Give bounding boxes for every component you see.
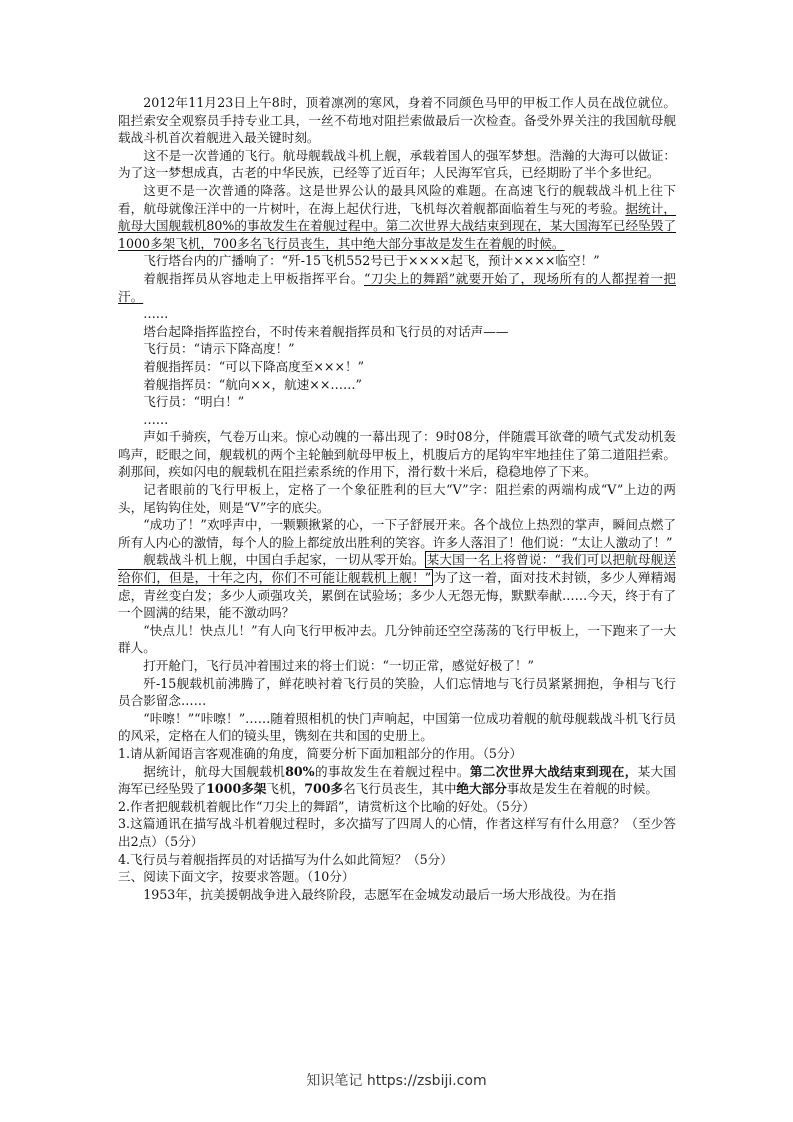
paragraph-3 <box>118 182 676 252</box>
excerpt-text: 的事故发生在着舰过程中。 <box>314 763 470 779</box>
dialogue-line-2: 着舰指挥员：“可以下降高度至×××！” <box>143 358 365 374</box>
paragraph-from-zero <box>118 551 676 621</box>
question-3: 3.这篇通讯在描写战斗机着舰过程时，多次描写了四周人的心情，作者这样写有什么用意？（至少答出2点）（5分） <box>118 816 676 849</box>
from-zero-rest: 为了这一着，面对技术封锁，多少人殚精竭虑，青丝变白发；多少人顽强攻关，累倒在试验场；多少人无怨无悔，默默奉献……今天，终于有了一个圆满的结果，能不激动吗？ <box>118 570 676 621</box>
dialogue-line-3: 着舰指挥员：“航向××，航速××……” <box>143 376 362 392</box>
ellipsis-2: …… <box>143 411 169 427</box>
excerpt-text: 事故是发生在着舰的时候。 <box>506 781 658 797</box>
from-zero-text: 舰载战斗机上舰，中国白手起家，一切从零开始。 <box>143 552 425 568</box>
underlined-statistics: 据统计，航母大国舰载机80%的事故发生在着舰过程中。第二次世界大战结束到现在，某大国海军已经坠毁了1000多架飞机，700多名飞行员丧生，其中绝大部分事故是发生在着舰的时候。 <box>118 200 677 251</box>
paragraph-hatch: 打开舱门，飞行员冲着围过来的将士们说：“一切正常，感觉好极了！” <box>143 658 534 673</box>
paragraph-landing: 声如千骑疾，气卷万山来。惊心动魄的一幕出现了：9时08分，伴随震耳欲聋的喷气式发动机轰鸣声，眨眼之间，舰载机的两个主轮触到航母甲板上，机腹后方的尾钩牢牢地挂住了第二道阻拦索。刹那间，疾如闪电的舰载机在阻拦索系统的作用下，滑行数十米后，稳稳地停了下来。 <box>118 429 676 480</box>
watermark-footer: 知识笔记 https://zsbiji.com <box>306 1073 487 1089</box>
paragraph-commander <box>118 270 676 305</box>
dialogue-line-4: 飞行员：“明白！” <box>143 394 245 410</box>
paragraph-camera: “咔嚓！”“咔嚓！”……随着照相机的快门声响起，中国第一位成功着舰的航母舰载战斗机飞行员的风采，定格在人们的镜头里，镌刻在共和国的史册上。 <box>118 710 676 744</box>
section-3-paragraph: 1953年，抗美援朝战争进入最终阶段，志愿军在金城发动最后一场大形战役。为在指 <box>143 886 617 902</box>
excerpt-bold: 80% <box>285 763 315 779</box>
paragraph-2: 这不是一次普通的飞行。航母舰载战斗机上舰，承载着国人的强军梦想。浩瀚的大海可以做证：为了这一梦想成真，古老的中华民族，已经等了近百年；人民海军官兵，已经期盼了半个多世纪。 <box>118 147 676 181</box>
paragraph-success: “成功了！”欢呼声中，一颗颗揪紧的心，一下子舒展开来。各个战位上热烈的掌声，瞬间点燃了所有人内心的激情，每个人的脸上都绽放出胜利的笑容。许多人落泪了！他们说：“太让人激动了！” <box>118 517 676 550</box>
excerpt-bold: 700多 <box>304 781 344 797</box>
paragraph-tower: 塔台起降指挥监控台，不时传来着舰指挥员和飞行员的对话声—— <box>143 323 509 339</box>
section-3-heading: 三、阅读下面文字，按要求答题。（10分） <box>118 869 355 885</box>
question-2: 2.作者把舰载机着舰比作“刀尖上的舞蹈”，请赏析这个比喻的好处。（5分） <box>118 798 536 814</box>
excerpt-text: 飞机， <box>266 781 305 797</box>
paragraph-3-text: 这更不是一次普通的降落。这是世界公认的最具风险的难题。在高速飞行的舰载战斗机上往下看，航母就像汪洋中的一片树叶，在海上起伏行进，飞机每次着舰都面临着生与死的考验。 <box>118 182 676 216</box>
ellipsis-1: …… <box>143 306 169 322</box>
document-body <box>118 94 676 903</box>
paragraph-v-shape: 记者眼前的飞行甲板上，定格了一个象征胜利的巨大“V”字：阻拦索的两端构成“V”上边的两头，尾钩钩住处，则是“V”字的底尖。 <box>118 482 676 515</box>
commander-text: 着舰指挥员从容地走上甲板指挥平台。 <box>143 270 364 286</box>
question-1-excerpt <box>118 763 676 798</box>
excerpt-text: 名飞行员丧生，其中 <box>343 781 457 797</box>
paragraph-broadcast: 飞行塔台内的广播响了：“歼-15飞机552号已于××××起飞，预计××××临空！” <box>143 253 600 269</box>
paragraph-hurry: “快点儿！快点儿！”有人向飞行甲板冲去。几分钟前还空空荡荡的飞行甲板上，一下跑来了一大群人。 <box>118 622 676 656</box>
question-4: 4.飞行员与着舰指挥员的对话描写为什么如此简短？（5分） <box>118 851 453 867</box>
excerpt-bold: 1000多架 <box>206 781 267 797</box>
excerpt-text: 某大国海军已经坠毁了 <box>118 763 677 797</box>
paragraph-1: 2012年11月23日上午8时，顶着凛冽的寒风，身着不同颜色马甲的甲板工作人员在战位就位。阻拦索安全观察员手持专业工具，一丝不苟地对阻拦索做最后一次检查。备受外界关注的我国航母舰载战斗机首次着舰进入最关键时刻。 <box>118 95 676 146</box>
paragraph-celebration: 歼-15舰载机前沸腾了，鲜花映衬着飞行员的笑脸，人们忘情地与飞行员紧紧拥抱，争相与飞行员合影留念…… <box>118 675 676 709</box>
underlined-knife-dance: “刀尖上的舞蹈”就要开始了，现场所有的人都捏着一把汗。 <box>118 270 676 304</box>
excerpt-bold: 第二次世界大战结束到现在， <box>469 763 638 779</box>
dialogue-line-1: 飞行员：“请示下降高度！” <box>143 341 295 357</box>
excerpt-text: 据统计，航母大国舰载机 <box>143 763 286 779</box>
boxed-quote: 某大国一名上将曾说：“我们可以把航母舰送给你们，但是，十年之内，你们不可能让舰载机上舰！” <box>118 552 676 586</box>
question-1: 1.请从新闻语言客观准确的角度，简要分析下面加粗部分的作用。（5分） <box>118 745 523 761</box>
excerpt-bold: 绝大部分 <box>456 781 507 797</box>
